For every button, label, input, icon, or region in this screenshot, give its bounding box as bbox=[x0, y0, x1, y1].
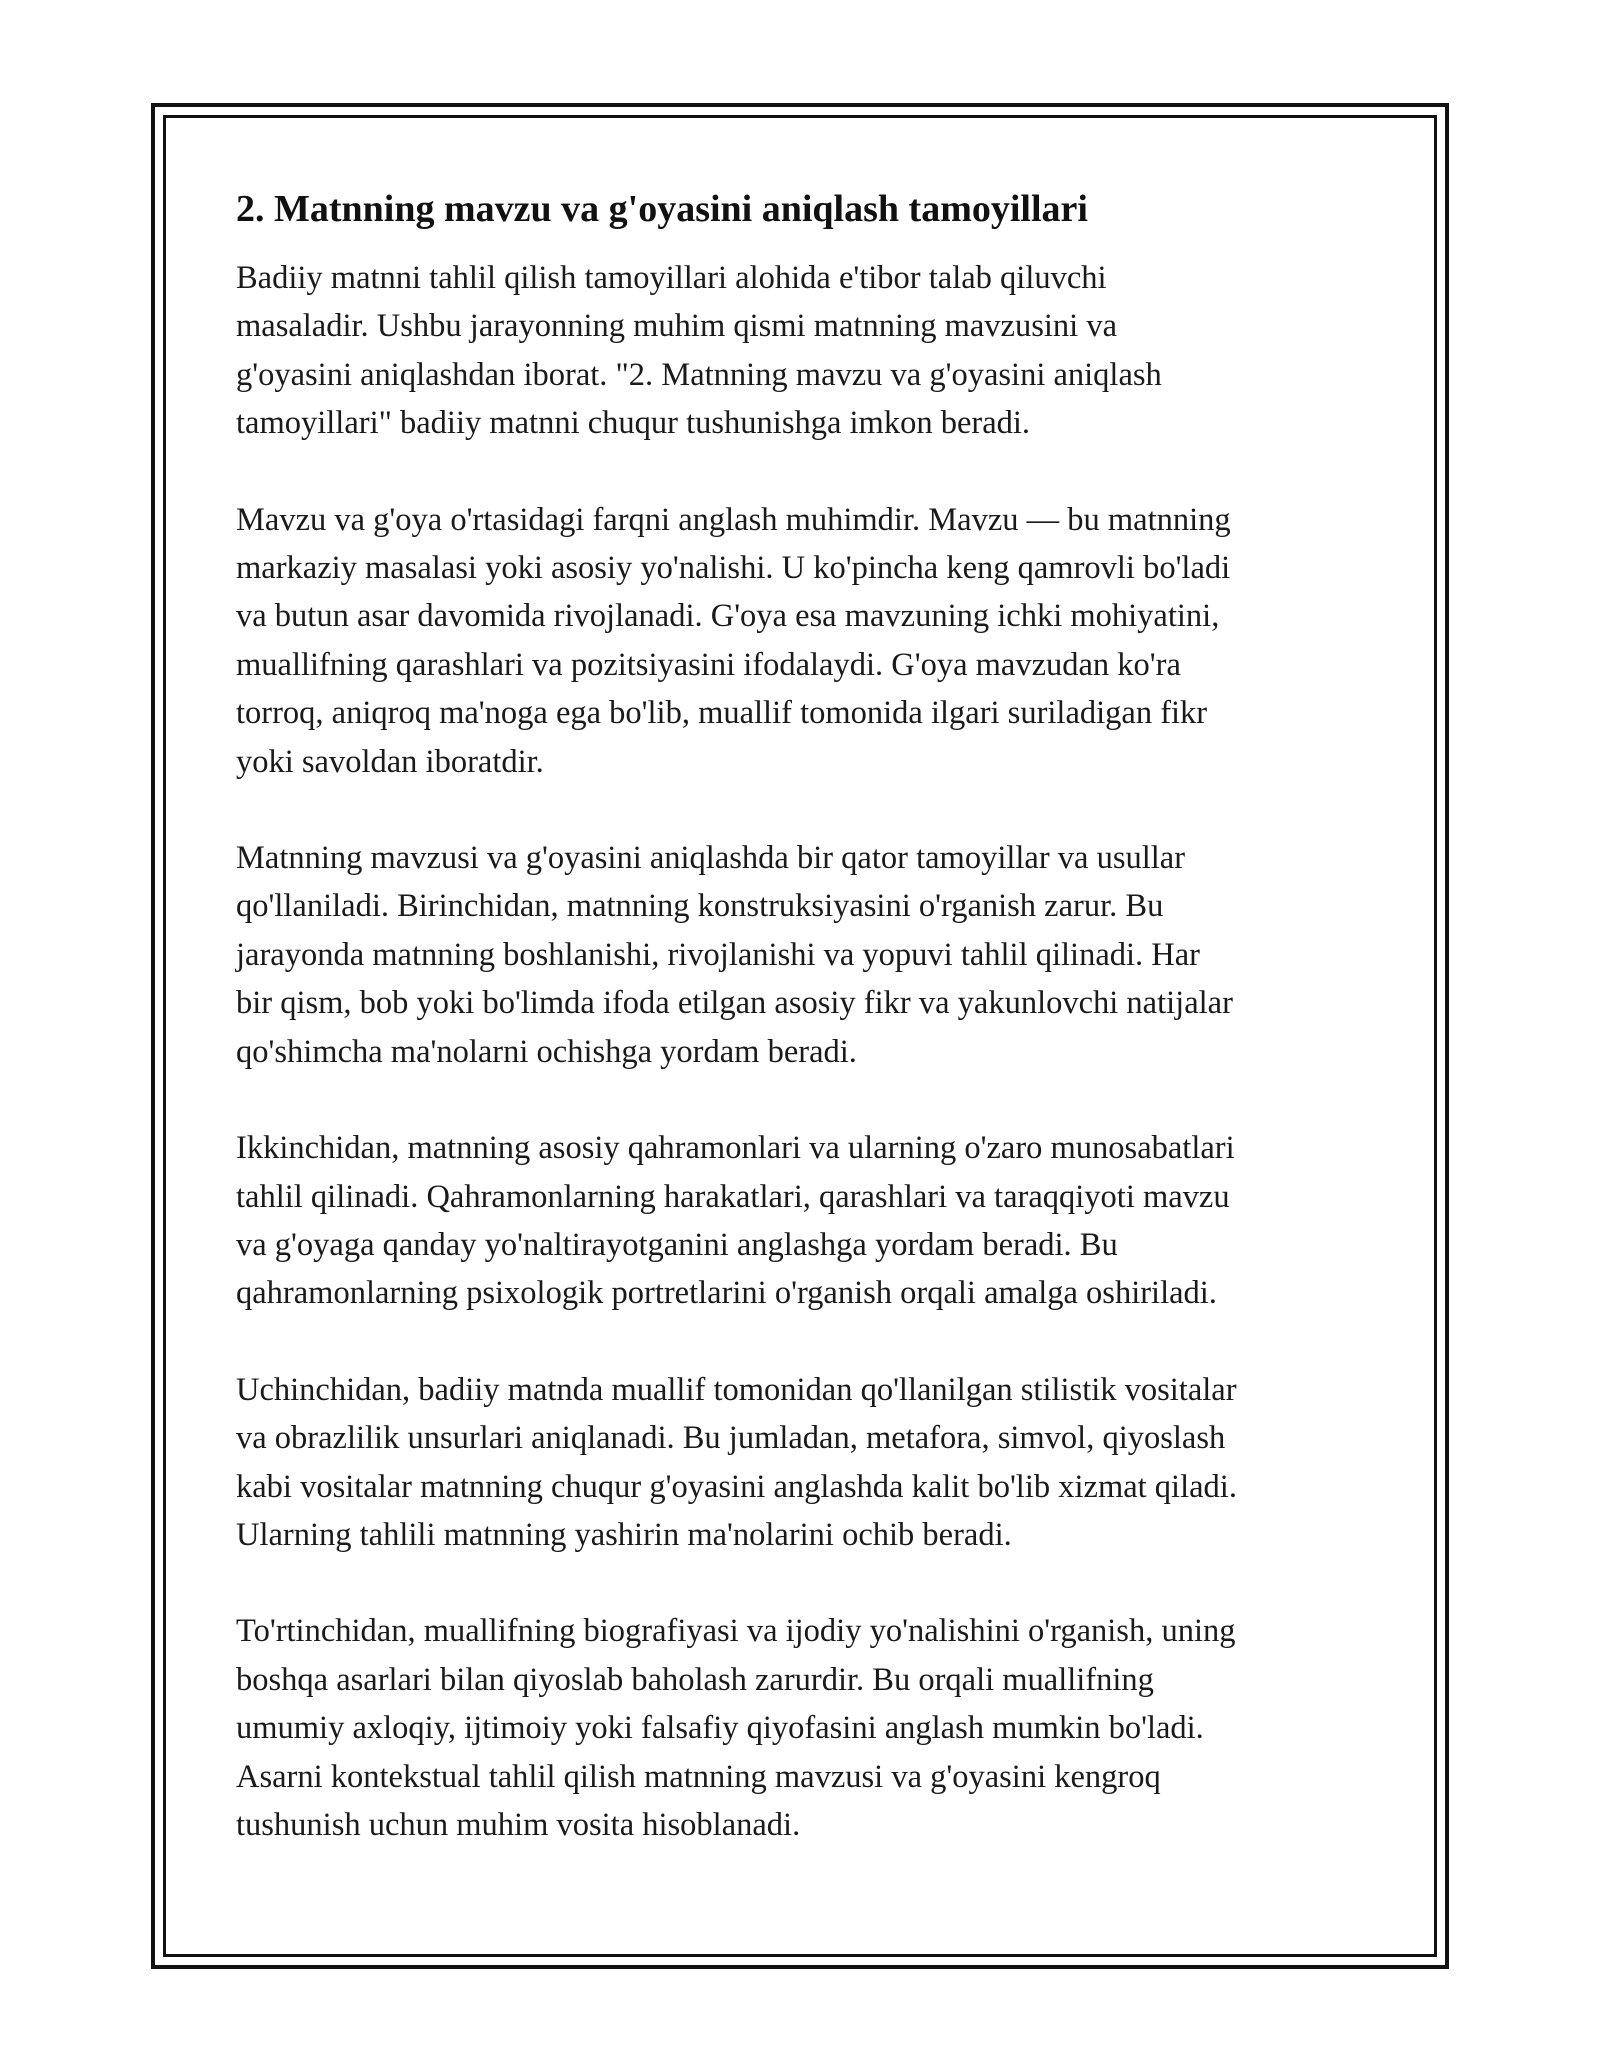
body-paragraph bbox=[236, 1366, 1396, 1560]
paragraph-line: Ularning tahlili matnning yashirin ma'nolarini ochib beradi. bbox=[236, 1516, 1012, 1553]
paragraph-line: qo'llaniladi. Birinchidan, matnning konstruksiyasini o'rganish zarur. Bu bbox=[236, 888, 1164, 925]
paragraph-line: Badiiy matnni tahlil qilish tamoyillari alohida e'tibor talab qiluvchi bbox=[236, 260, 1107, 296]
paragraph-line: jarayonda matnning boshlanishi, rivojlanishi va yopuvi tahlil qilinadi. Har bbox=[236, 936, 1201, 973]
paragraph-line: qo'shimcha ma'nolarni ochishga yordam beradi. bbox=[236, 1033, 857, 1070]
body-paragraph bbox=[236, 254, 1396, 448]
paragraph-line: va butun asar davomida rivojlanadi. G'oya esa mavzuning ichki mohiyatini, bbox=[236, 598, 1220, 635]
body-paragraph bbox=[236, 834, 1396, 1076]
paragraph-line: tahlil qilinadi. Qahramonlarning harakatlari, qarashlari va taraqqiyoti mavzu bbox=[236, 1178, 1230, 1215]
paragraph-line: masaladir. Ushbu jarayonning muhim qismi matnning mavzusini va bbox=[236, 308, 1117, 345]
paragraph-line: va g'oyaga qanday yo'naltirayotganini anglashga yordam beradi. Bu bbox=[236, 1226, 1118, 1263]
paragraph-line: tushunish uchun muhim vosita hisoblanadi. bbox=[236, 1806, 801, 1843]
paragraph-line: umumiy axloqiy, ijtimoiy yoki falsafiy qiyofasini anglash mumkin bo'ladi. bbox=[236, 1710, 1204, 1747]
paragraph-line: kabi vositalar matnning chuqur g'oyasini anglashda kalit bo'lib xizmat qiladi. bbox=[236, 1468, 1237, 1505]
paragraph-line: boshqa asarlari bilan qiyoslab baholash zarurdir. Bu orqali muallifning bbox=[236, 1661, 1154, 1698]
paragraph-line: tamoyillari" badiiy matnni chuqur tushunishga imkon beradi. bbox=[236, 405, 1031, 442]
body-paragraph bbox=[236, 1607, 1396, 1849]
paragraph-line: To'rtinchidan, muallifning biografiyasi va ijodiy yo'nalishini o'rganish, uning bbox=[236, 1613, 1236, 1650]
paragraph-line: Uchinchidan, badiiy matnda muallif tomonidan qo'llanilgan stilistik vositalar bbox=[236, 1371, 1237, 1408]
paragraph-line: qahramonlarning psixologik portretlarini o'rganish orqali amalga oshiriladi. bbox=[236, 1275, 1217, 1312]
paragraph-line: va obrazlilik unsurlari aniqlanadi. Bu jumladan, metafora, simvol, qiyoslash bbox=[236, 1420, 1226, 1457]
paragraph-line: g'oyasini aniqlashdan iborat. "2. Matnning mavzu va g'oyasini aniqlash bbox=[236, 356, 1162, 393]
body-paragraph bbox=[236, 1124, 1396, 1318]
paragraph-line: bir qism, bob yoki bo'limda ifoda etilgan asosiy fikr va yakunlovchi natijalar bbox=[236, 985, 1233, 1022]
paragraph-line: yoki savoldan iboratdir. bbox=[236, 743, 544, 780]
paragraph-line: markaziy masalasi yoki asosiy yo'nalishi. U ko'pincha keng qamrovli bo'ladi bbox=[236, 550, 1231, 587]
paragraph-line: muallifning qarashlari va pozitsiyasini ifodalaydi. G'oya mavzudan ko'ra bbox=[236, 646, 1181, 683]
paragraph-line: Matnning mavzusi va g'oyasini aniqlashda bir qator tamoyillar va usullar bbox=[236, 840, 1186, 877]
paragraph-line: torroq, aniqroq ma'noga ega bo'lib, muallif tomonida ilgari suriladigan fikr bbox=[236, 695, 1208, 732]
document-body bbox=[236, 186, 1396, 1897]
paragraph-list bbox=[236, 254, 1396, 1849]
paragraph-line: Asarni kontekstual tahlil qilish matnning mavzusi va g'oyasini kengroq bbox=[236, 1758, 1161, 1795]
body-paragraph bbox=[236, 496, 1396, 786]
section-heading: 2. Matnning mavzu va g'oyasini aniqlash tamoyillari bbox=[236, 188, 1088, 230]
paragraph-line: Mavzu va g'oya o'rtasidagi farqni anglash muhimdir. Mavzu — bu matnning bbox=[236, 501, 1231, 538]
paragraph-line: Ikkinchidan, matnning asosiy qahramonlari va ularning o'zaro munosabatlari bbox=[236, 1130, 1235, 1167]
